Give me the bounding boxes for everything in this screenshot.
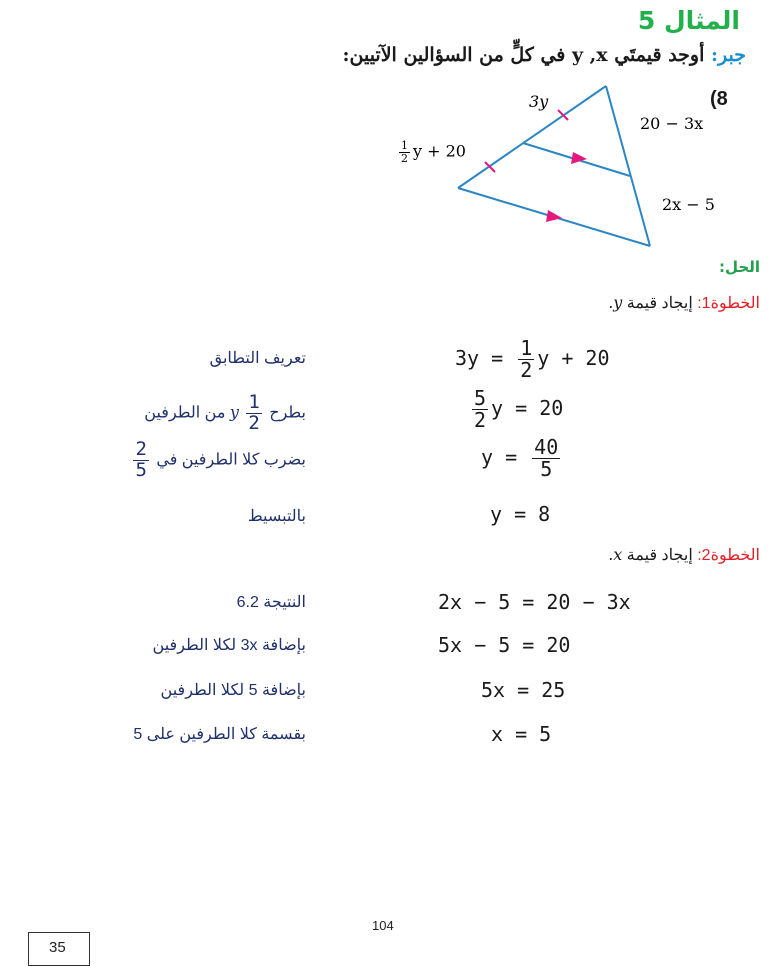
step1-eq1 — [455, 338, 610, 381]
question-line — [342, 44, 746, 66]
step2-note4: بقسمة كلا الطرفين على 5 — [133, 726, 306, 743]
step2-label: الخطوة2: — [697, 547, 760, 564]
step1-text: إيجاد قيمة — [626, 295, 693, 312]
note3-num: 2 — [135, 438, 147, 460]
note2-a: بطرح — [269, 404, 306, 422]
step2-header — [608, 545, 760, 565]
step1-label: الخطوة1: — [697, 295, 760, 312]
eq2-num: 5 — [474, 386, 487, 410]
solution-label: الحل: — [719, 258, 760, 276]
step1-var: y. — [608, 293, 623, 312]
eq3-left: y = — [481, 445, 518, 469]
triangle-right-side — [606, 86, 650, 246]
eq1-num: 1 — [520, 336, 533, 360]
step1-eq4: y = 8 — [490, 502, 551, 526]
step2-text: إيجاد قيمة — [626, 547, 693, 564]
label-20-minus-3x: 20 − 3x — [640, 114, 704, 133]
note2-b: من الطرفين — [144, 404, 226, 422]
label-frac-den: 2 — [401, 151, 408, 165]
page-box: 35 — [28, 932, 90, 966]
eq1-den: 2 — [520, 358, 533, 382]
eq1-right: y + 20 — [537, 346, 610, 370]
step1-header — [608, 293, 760, 313]
note3-a: بضرب كلا الطرفين في — [156, 451, 306, 469]
label-2x-minus-5: 2x − 5 — [662, 195, 715, 214]
question-number: (8 — [710, 88, 728, 110]
step2-note2: بإضافة 3x لكلا الطرفين — [152, 637, 306, 654]
eq2-right: y = 20 — [491, 396, 564, 420]
page-title: المثال 5 — [637, 6, 740, 35]
note2-num: 1 — [248, 391, 260, 413]
question-text: أوجد قيمتَي y ,x في كلٍّ من السؤالين الآتيين: — [342, 44, 705, 66]
label-half-y-plus-20 — [396, 140, 466, 164]
step1-note1: تعريف التطابق — [209, 350, 306, 367]
label-frac-num: 1 — [401, 139, 408, 152]
step1-eq2 — [469, 388, 563, 431]
step2-var: x. — [608, 545, 623, 564]
step2-eq2: 5x − 5 = 20 — [438, 633, 571, 657]
parallel-arrow-bottom — [546, 210, 562, 222]
step2-eq4: x = 5 — [491, 722, 552, 746]
step2-eq1: 2x − 5 = 20 − 3x — [438, 590, 631, 614]
eq2-den: 2 — [474, 408, 487, 432]
note3-den: 5 — [135, 458, 147, 481]
step1-note4: بالتبسيط — [247, 508, 306, 525]
note2-den: 2 — [248, 411, 260, 434]
triangle-figure — [380, 80, 720, 255]
step2-note1: النتيجة 6.2 — [236, 594, 306, 611]
question-tag: جبر: — [711, 44, 746, 66]
step2-eq3: 5x = 25 — [481, 678, 566, 702]
step1-note3 — [130, 440, 306, 481]
note2-var: y — [229, 402, 239, 422]
step1-note2 — [144, 393, 306, 434]
eq3-den: 5 — [540, 457, 553, 481]
step1-eq3 — [481, 437, 563, 480]
page-number: 104 — [372, 918, 394, 933]
label-left-rest: y + 20 — [413, 141, 466, 161]
label-3y: 3y — [529, 92, 549, 111]
eq3-num: 40 — [534, 435, 559, 459]
eq1-left: 3y = — [455, 346, 504, 370]
step2-note3: بإضافة 5 لكلا الطرفين — [160, 682, 306, 699]
